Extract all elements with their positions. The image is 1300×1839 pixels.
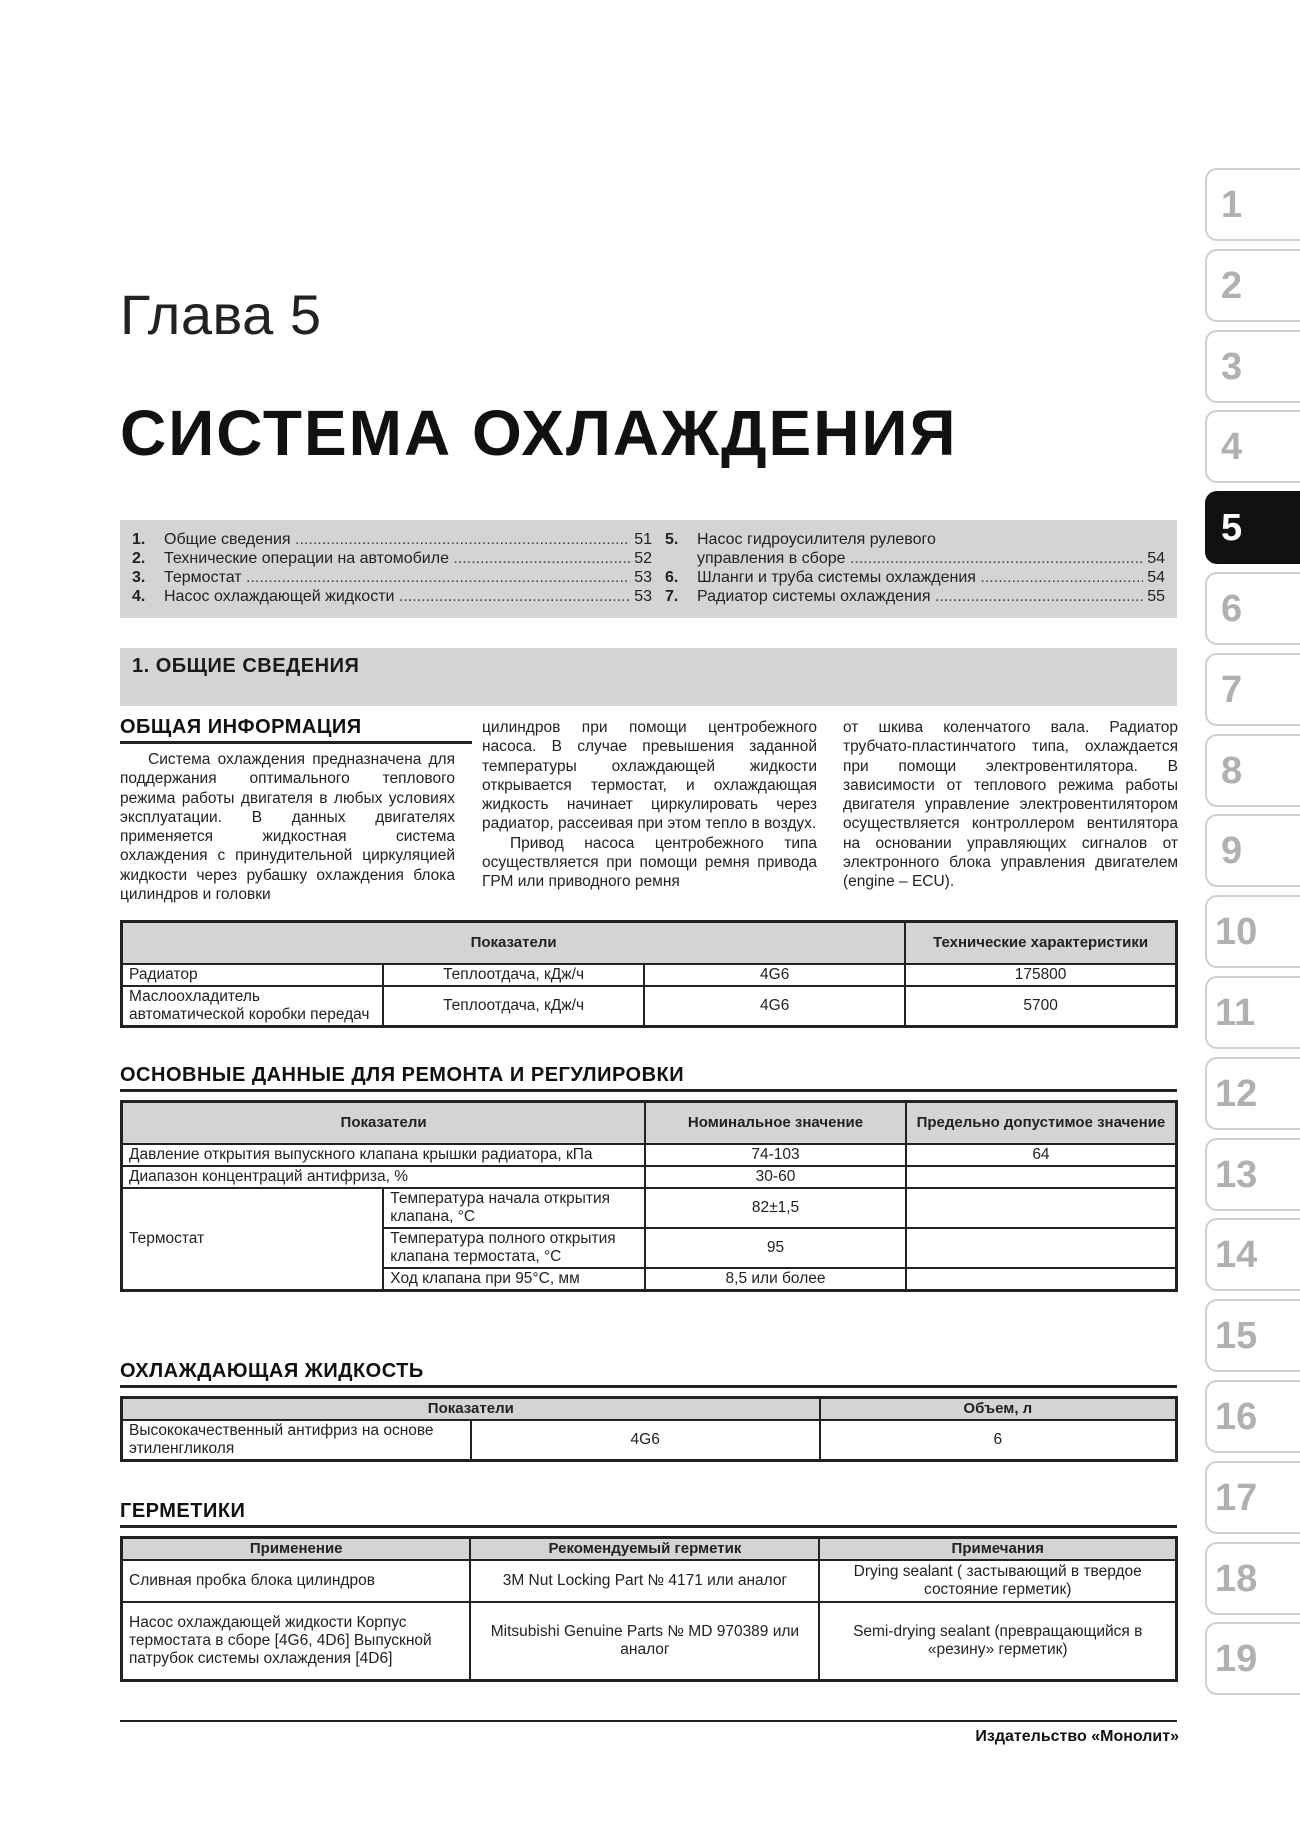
table-row: Давление открытия выпускного клапана крышки радиатора, кПа 74-103 64	[122, 1144, 1177, 1166]
table-header: Показатели	[122, 922, 906, 965]
chapter-tab-label: 16	[1215, 1396, 1258, 1438]
table-header: Предельно допустимое значение	[906, 1102, 1177, 1145]
chapter-tab-label: 8	[1221, 749, 1243, 792]
table-header: Рекомендуемый герметик	[470, 1538, 819, 1561]
table-row: Ход клапана при 95°С, мм 8,5 или более	[122, 1268, 1177, 1291]
chapter-tab-12[interactable]	[1205, 1057, 1300, 1130]
toc-item[interactable]: 6. Шланги и труба системы охлаждения ..... 54	[665, 568, 1165, 587]
footer-divider	[120, 1720, 1177, 1722]
repair-heading: ОСНОВНЫЕ ДАННЫЕ ДЛЯ РЕМОНТА И РЕГУЛИРОВКИ	[120, 1064, 685, 1086]
chapter-tab-label: 18	[1215, 1557, 1258, 1600]
general-info-col3: от шкива коленчатого вала. Радиатор трубчато-пластинчатого типа, охлаждается при помощи электровентилятора. В зависимости от теплового режима работы двигателя управление электровентилятором осуществляется контроллером вентилятора на основании управляющих сигналов от электронного блока управления двигателем (engine – ECU).	[843, 719, 1178, 891]
toc-item[interactable]: 2. Технические операции на автомобиле ..... 52	[132, 549, 652, 568]
chapter-tab-16[interactable]	[1205, 1380, 1300, 1453]
table-row: Маслоохладитель автоматической коробки передач Теплоотдача, кДж/ч 4G6 5700	[122, 986, 1177, 1027]
chapter-tab-label: 11	[1215, 992, 1256, 1034]
table-header: Показатели	[122, 1398, 820, 1421]
general-info-col1: Система охлаждения предназначена для поддержания оптимального теплового режима работы двигателя в любых условиях эксплуатации. В данных двигателях применяется жидкостная система охлаждения с принудительной циркуляцией жидкости через рубашку охлаждения блока цилиндров и головки	[120, 751, 455, 904]
chapter-tab-label: 10	[1215, 911, 1258, 954]
table-header: Технические характеристики	[905, 922, 1176, 965]
chapter-tab-label: 2	[1221, 264, 1243, 307]
chapter-tab-label: 14	[1215, 1234, 1258, 1277]
table-row: Радиатор Теплоотдача, кДж/ч 4G6 175800	[122, 964, 1177, 986]
chapter-tab-11[interactable]	[1205, 976, 1300, 1049]
general-info-heading: ОБЩАЯ ИНФОРМАЦИЯ	[120, 716, 362, 738]
chapter-tab-label: 12	[1215, 1072, 1258, 1115]
chapter-label: Глава 5	[120, 283, 322, 346]
table-row: Высококачественный антифриз на основе этиленгликоля 4G6 6	[122, 1420, 1177, 1461]
coolant-heading: ОХЛАЖДАЮЩАЯ ЖИДКОСТЬ	[120, 1360, 424, 1382]
toc-item[interactable]: 1. Общие сведения ..... 51	[132, 530, 652, 549]
table-row: Насос охлаждающей жидкости Корпус термостата в сборе [4G6, 4D6] Выпускной патрубок системы охлаждения [4D6] Mitsubishi Genuine Parts № MD 970389 или аналог Semi-drying sealant (превращающийся в «резину» герметик)	[122, 1602, 1177, 1681]
chapter-tab-13[interactable]	[1205, 1138, 1300, 1211]
chapter-tab-15[interactable]	[1205, 1299, 1300, 1372]
chapter-tab-label: 1	[1221, 184, 1243, 226]
table-row: Температура полного открытия клапана термостата, °С 95	[122, 1228, 1177, 1268]
chapter-tab-label: 3	[1221, 345, 1243, 388]
table-header: Номинальное значение	[645, 1102, 906, 1145]
toc-left-column	[132, 530, 652, 606]
chapter-tab-4[interactable]	[1205, 410, 1300, 483]
table-of-contents	[120, 520, 1177, 618]
chapter-tab-label: 9	[1221, 830, 1243, 873]
repair-data-table	[120, 1100, 1178, 1292]
chapter-title: СИСТЕМА ОХЛАЖДЕНИЯ	[120, 397, 958, 469]
chapter-tab-label: 17	[1215, 1476, 1258, 1519]
sealants-heading: ГЕРМЕТИКИ	[120, 1500, 246, 1522]
general-info-col2: цилиндров при помощи центробежного насоса. В случае превышения заданной температуры охлаждающей жидкости открывается термостат, и охлаждающая жидкость начинает циркулировать через радиатор, рассеивая при этом тепло в воздух. Привод насоса центробежного типа осуществляется при помощи ремня привода ГРМ или приводного ремня	[482, 719, 817, 891]
chapter-tab-label: 19	[1215, 1638, 1258, 1681]
chapter-tab-5[interactable]	[1205, 491, 1300, 564]
table-header: Объем, л	[820, 1398, 1177, 1421]
chapter-tab-19[interactable]	[1205, 1622, 1300, 1695]
chapter-tab-1[interactable]	[1205, 168, 1300, 241]
toc-item[interactable]: 4. Насос охлаждающей жидкости ..... 53	[132, 587, 652, 606]
chapter-tab-18[interactable]	[1205, 1542, 1300, 1615]
chapter-tab-label: 4	[1221, 426, 1243, 469]
table-row: Диапазон концентраций антифриза, % 30-60	[122, 1166, 1177, 1188]
heat-transfer-table	[120, 920, 1178, 1028]
heading-underline	[120, 741, 472, 744]
toc-item[interactable]: 7. Радиатор системы охлаждения ..... 55	[665, 587, 1165, 606]
toc-right-column	[665, 530, 1165, 606]
heading-underline	[120, 1089, 1177, 1092]
chapter-tab-10[interactable]	[1205, 895, 1300, 968]
table-row: Сливная пробка блока цилиндров 3M Nut Locking Part № 4171 или аналог Drying sealant ( застывающий в твердое состояние герметик)	[122, 1560, 1177, 1602]
table-header: Показатели	[122, 1102, 646, 1145]
chapter-tab-label: 6	[1221, 588, 1243, 630]
chapter-tab-9[interactable]	[1205, 814, 1300, 887]
chapter-tab-label: 13	[1215, 1153, 1258, 1196]
chapter-tab-label: 7	[1221, 668, 1243, 711]
chapter-tab-label: 5	[1221, 507, 1243, 550]
chapter-tab-6[interactable]	[1205, 572, 1300, 645]
heading-underline	[120, 1385, 1177, 1388]
section-header	[120, 648, 1177, 706]
chapter-tab-3[interactable]	[1205, 330, 1300, 403]
chapter-tab-2[interactable]	[1205, 249, 1300, 322]
toc-item-continued[interactable]: управления в сборе ..... 54	[665, 549, 1165, 568]
chapter-tab-14[interactable]	[1205, 1218, 1300, 1291]
table-header: Применение	[122, 1538, 471, 1561]
chapter-tab-label: 15	[1215, 1315, 1258, 1358]
table-header: Примечания	[819, 1538, 1176, 1561]
chapter-tab-17[interactable]	[1205, 1461, 1300, 1534]
chapter-tab-8[interactable]	[1205, 734, 1300, 807]
section-title: 1. ОБЩИЕ СВЕДЕНИЯ	[132, 655, 360, 677]
publisher-name: Издательство «Монолит»	[975, 1728, 1179, 1745]
chapter-tab-7[interactable]	[1205, 653, 1300, 726]
heading-underline	[120, 1525, 1177, 1528]
sealants-table	[120, 1536, 1178, 1682]
toc-item[interactable]: 3. Термостат ..... 53	[132, 568, 652, 587]
table-row: Термостат Температура начала открытия клапана, °С 82±1,5	[122, 1188, 1177, 1228]
toc-item[interactable]: 5. Насос гидроусилителя рулевого	[665, 531, 936, 548]
coolant-table	[120, 1396, 1178, 1462]
